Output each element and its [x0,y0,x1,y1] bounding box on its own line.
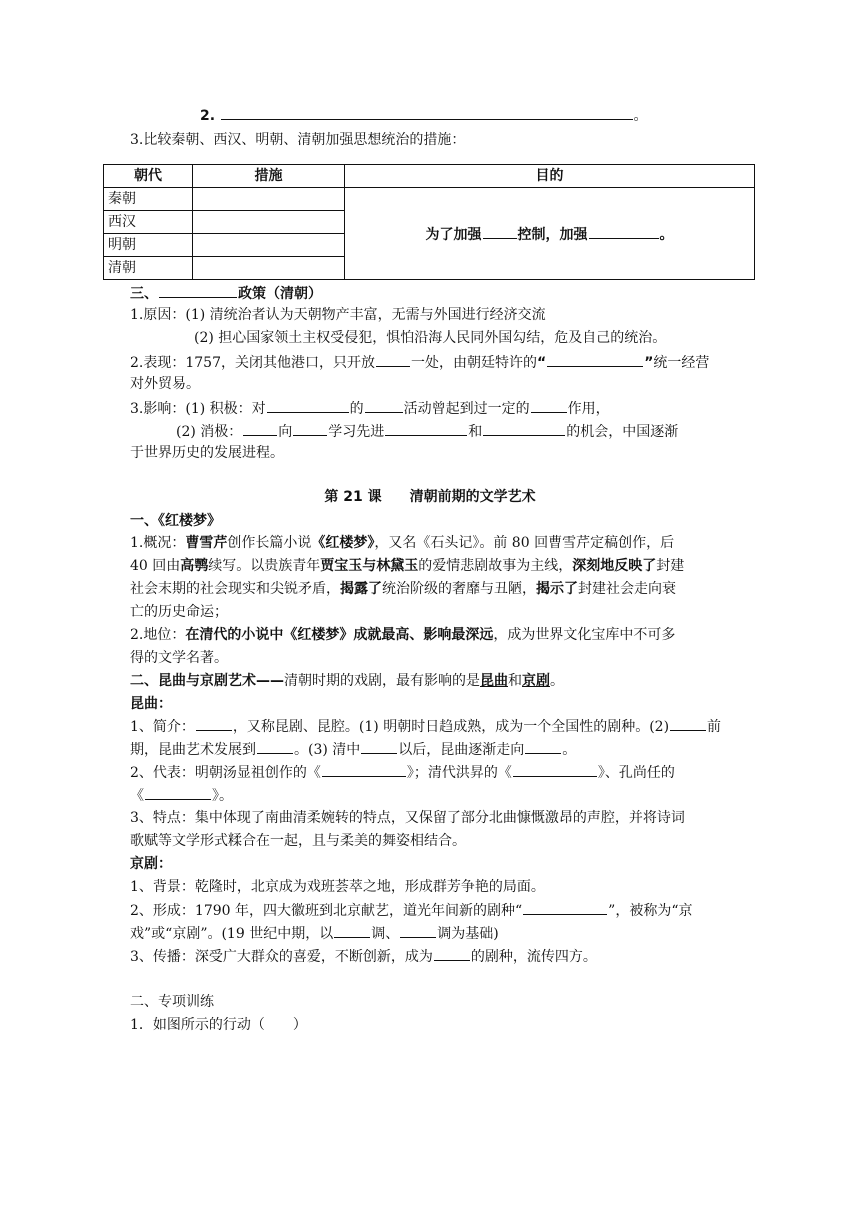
blank [361,737,397,754]
effect-positive-line: 3.影响：(1) 积极：对 的 活动曾起到过一定的 作用， [130,396,770,421]
blank [385,419,467,436]
blank [267,396,349,413]
blank [547,350,643,367]
status-line-2: 得的文学名著。 [130,650,228,666]
hongloumeng-heading: 一、《红楼梦》 [130,513,221,529]
blank [221,103,633,120]
blank [523,898,607,915]
dynasty-cell: 明朝 [104,234,193,257]
header-measures: 措施 [193,165,345,188]
blank [483,419,565,436]
overview-line-2: 40 回由高鹗续写。以贵族青年贾宝玉与林黛玉的爱情悲剧故事为主线，深刻地反映了封建 [130,558,685,574]
overview-line-4: 亡的历史命运； [130,604,228,620]
item-2-line: 2. 。 [200,103,840,128]
blank [257,737,293,754]
measure-cell [193,188,345,211]
kunqu-intro-line-2: 期，昆曲艺术发展到 。(3) 清中 以后，昆曲逐渐走向 。 [130,737,770,762]
measure-cell [193,257,345,280]
overview-line-1: 1.概况：曹雪芹创作长篇小说《红楼梦》，又名《石头记》。前 80 回曹雪芹定稿创作，后 [130,535,675,551]
effect-negative-line-2: 于世界历史的发展进程。 [130,445,284,461]
kunqu-features-line-2: 歌赋等文学形式糅合在一起，且与柔美的舞姿相结合。 [130,833,466,849]
training-heading: 二、专项训练 [130,994,214,1010]
blank [243,419,277,436]
blank [513,760,597,777]
kunqu-features-line-1: 3、特点：集中体现了南曲清柔婉转的特点，又保留了部分北曲慷慨激昂的声腔，并将诗词 [130,810,685,826]
status-line-1: 2.地位：在清代的小说中《红楼梦》成就最高、影响最深远，成为世界文化宝库中不可多 [130,627,676,643]
section-3-heading: 三、 政策（清朝） [130,281,770,306]
kunqu-intro-line-1: 1、简介： ，又称昆剧、昆腔。(1) 明朝时日趋成熟，成为一个全国性的剧种。(2) 前 [130,714,770,739]
blank [322,760,406,777]
blank [400,921,436,938]
blank [376,350,410,367]
reason-2: (2) 担心国家领土主权受侵犯，惧怕沿海人民同外国勾结，危及自己的统治。 [194,330,667,346]
blank [293,419,327,436]
effect-negative-line: (2) 消极： 向 学习先进 和 的机会，中国逐渐 [176,419,816,444]
jingju-background: 1、背景：乾隆时，北京成为戏班荟萃之地，形成群芳争艳的局面。 [130,879,545,895]
purpose-cell: 为了加强 控制，加强 。 [345,188,755,280]
manifestation-line-2: 对外贸易。 [130,376,200,392]
item-2-number: 2. [200,108,216,124]
table-header-row [104,165,755,188]
jingju-formation-line-1: 2、形成：1790 年，四大徽班到北京献艺，道光年间新的剧种“ ”，被称为“京 [130,898,770,923]
blank [365,396,403,413]
header-purpose: 目的 [345,165,755,188]
blank [159,281,237,298]
blank [589,222,659,239]
blank [196,714,232,731]
blank [145,783,211,800]
jingju-formation-line-2: 戏”或“京剧”。(19 世纪中期，以 调、 调为基础) [130,921,770,946]
kunqu-works-line-2: 《 》。 [130,783,770,808]
header-dynasty: 朝代 [104,165,193,188]
opera-heading: 二、昆曲与京剧艺术——清朝时期的戏剧，最有影响的是昆曲和京剧。 [130,673,564,689]
overview-line-3: 社会末期的社会现实和尖锐矛盾，揭露了统治阶级的奢靡与丑陋，揭示了封建社会走向衰 [130,581,676,597]
blank [525,737,561,754]
blank [670,714,706,731]
dynasty-cell: 秦朝 [104,188,193,211]
reason-1: 1.原因：(1) 清统治者认为天朝物产丰富，无需与外国进行经济交流 [130,307,546,323]
kunqu-heading: 昆曲： [130,696,172,712]
manifestation-line: 2.表现：1757，关闭其他港口，只开放 一处，由朝廷特许的“ ”统一经营 [130,350,770,375]
blank [483,222,517,239]
jingju-spread: 3、传播：深受广大群众的喜爱，不断创新，成为 的剧种，流传四方。 [130,944,770,969]
measure-cell [193,211,345,234]
blank [334,921,370,938]
comparison-table [103,164,755,280]
dynasty-cell: 西汉 [104,211,193,234]
lesson-title: 第 21 课 清朝前期的文学艺术 [324,489,536,505]
kunqu-works-line-1: 2、代表：明朝汤显祖创作的《 》；清代洪昇的《 》、孔尚任的 [130,760,770,785]
question-1: 1．如图所示的行动（ ） [130,1017,307,1033]
item-3-text: 3.比较秦朝、西汉、明朝、清朝加强思想统治的措施： [130,132,466,148]
table-row [104,188,755,211]
jingju-heading: 京剧： [130,856,172,872]
dynasty-cell: 清朝 [104,257,193,280]
measure-cell [193,234,345,257]
blank [531,396,567,413]
blank [434,944,470,961]
